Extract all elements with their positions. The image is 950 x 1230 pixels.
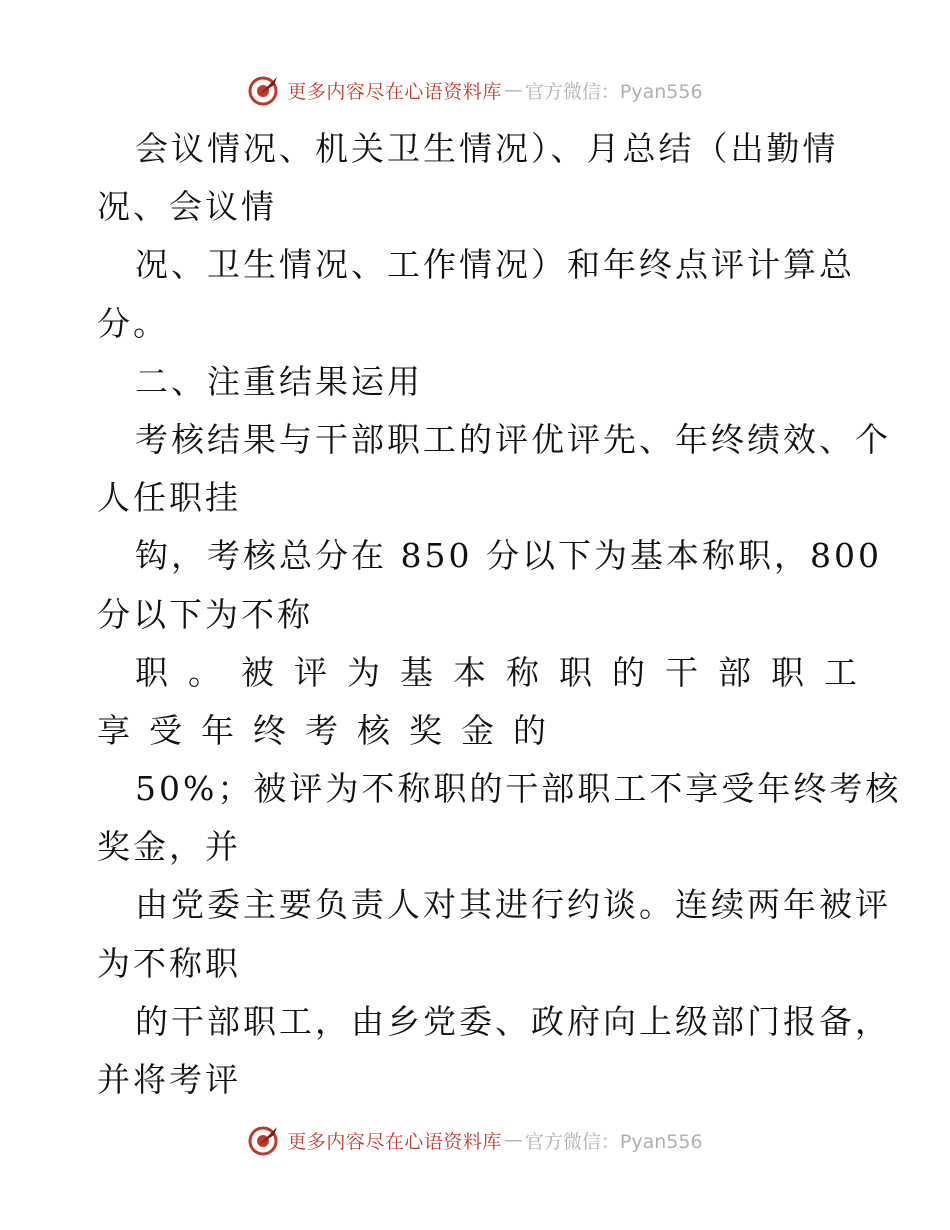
body-line: 享受年终考核奖金的 [97, 710, 565, 750]
body-line: 为不称职 [97, 943, 241, 983]
body-line: 考核结果与干部职工的评优评先、年终绩效、个 [135, 419, 891, 459]
body-line: 的干部职工，由乡党委、政府向上级部门报备， [135, 1001, 891, 1041]
watermark-brand: 更多内容尽在心语资料库 [287, 80, 502, 103]
document-body [97, 120, 902, 1109]
watermark-dash: — [503, 1129, 523, 1151]
body-line: 50%；被评为不称职的干部职工不享受年终考核 [135, 769, 902, 809]
body-line: 会议情况、机关卫生情况）、月总结（出勤情 [135, 129, 839, 168]
body-line: 职。被评为基本称职的干部职工 [135, 652, 877, 692]
watermark-suffix: 官方微信：Pyan556 [524, 80, 703, 103]
body-line: 分以下为不称 [97, 594, 313, 634]
watermark-dash: — [503, 79, 523, 101]
watermark-suffix: 官方微信：Pyan556 [524, 1130, 703, 1153]
header-watermark [0, 70, 950, 110]
body-line: 奖金，并 [97, 827, 241, 867]
section-heading: 二、注重结果运用 [135, 361, 423, 401]
quill-logo-icon [247, 73, 281, 107]
footer-watermark [0, 1120, 950, 1160]
body-line: 人任职挂 [97, 478, 241, 518]
body-line: 分。 [97, 303, 169, 343]
watermark-brand: 更多内容尽在心语资料库 [287, 1130, 502, 1153]
body-line: 况、会议情 [97, 187, 277, 227]
body-line: 况、卫生情况、工作情况）和年终点评计算总 [135, 245, 855, 285]
body-line: 由党委主要负责人对其进行约谈。连续两年被评 [135, 885, 891, 925]
body-line: 并将考评 [97, 1060, 241, 1099]
quill-logo-icon [247, 1123, 281, 1157]
body-line: 钩，考核总分在 850 分以下为基本称职，800 [135, 536, 882, 576]
